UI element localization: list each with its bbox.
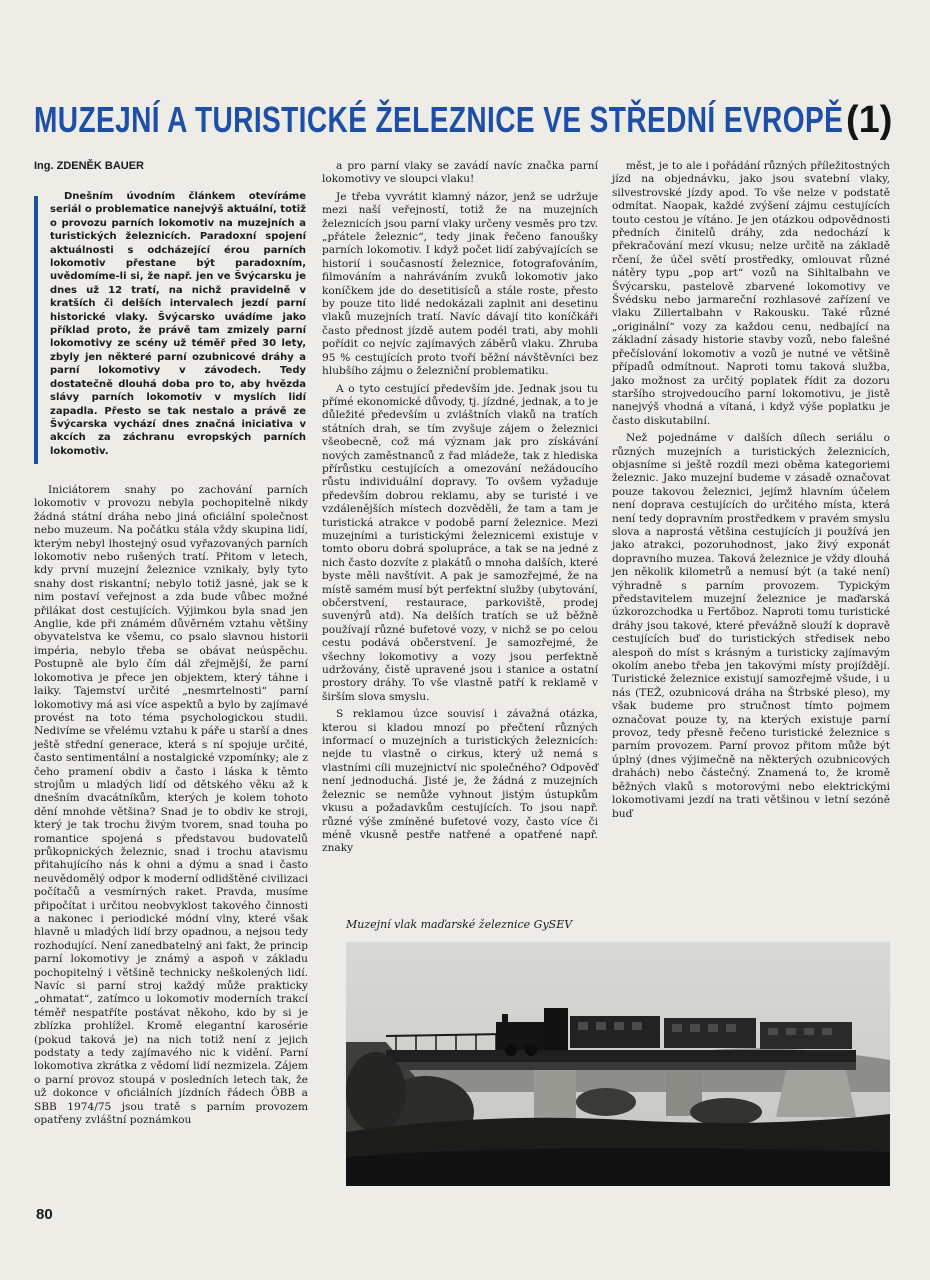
lead-accent-bar	[34, 196, 38, 464]
column-3	[612, 160, 890, 821]
paragraph: a pro parní vlaky se zavádí navíc značka parní lokomotivy ve sloupci vlaku!	[322, 160, 598, 186]
column-1	[34, 484, 308, 1128]
paragraph: měst, je to ale i pořádání různých příležitostných jízd na objednávku, jako jsou svatební vlaky, silvestrovské jízdy apod. To vše nelze v podstatě odmítat. Naopak, každé zvýšení zájmu cestujících touto cestou je vítáno. Je jen otázkou odpovědnosti předních činitelů dráhy, zda nedochází k překračování mezí vkusu; nelze určitě na základě rčení, že účel světí prostředky, omlouvat různé nátěry typu „pop art“ vozů na Sihltalbahn ve Švýcarsku, pastelově zbarvené lokomotivy ve Švédsku nebo jarmareční rozhlasové zařízení ve vlaku Zillertalbahn v Rakousku. Také různé „originální“ vozy za každou cenu, nedbající na základní zásady historie stavby vozů, nebo falešné přečíslování lokomotiv a vozů je nutné ve většině případů odmítnout. Naproti tomu taková služba, jako možnost za určitý poplatek řídit za dozoru staršího strojvedoucího parní lokomotivu, je jistě nanejvýš vhodná a vítaná, i když výše poplatku je často diskutabilní.	[612, 160, 890, 427]
paragraph: Iniciátorem snahy po zachování parních lokomotiv v provozu nebyla pochopitelně nikdy žádná státní dráha nebo jiná oficiální společnost nebo muzeum. Na počátku stála vždy skupina lidí, kterým nebyl lhostejný osud vyřazovaných parních lokomotiv nebo rušených tratí. Přitom v letech, kdy první muzejní železnice vznikaly, byly tyto snahy dost riskantní; nebylo totiž jasné, jak se k nim postaví veřejnost a zda bude vůbec možné přilákat dost cestujících. Výjimkou byla snad jen Anglie, kde při známém důvěrném vztahu většiny obyvatelstva ke všemu, co psalo slavnou historii impéria, nebylo třeba se obávat neúspěchu. Postupně ale bylo čím dál zřejmější, že parní lokomotiva je přece jen objektem, který táhne i laiky. Tajemství určité „nesmrtelnosti“ parní lokomotivy má asi více aspektů a bylo by zajímavé provést na toto téma psychologickou studii. Nedivíme se vřelému vztahu k páře u starší a dnes ještě střední generace, která s ní spojuje určité, často sentimentální a nostalgické vzpomínky; ale z čeho pramení obdiv a často i láska k těmto strojům u mladých lidí od dětského věku až k dnešním dvacátníkům, kterých je kolem tohoto dění mnohde většina? Snad je to obdiv ke stroji, který je tak trochu živým tvorem, snad touha po romantice spojená s představou budovatelů průkopnických železnic, snad i trochu atavismu přitahujícího nás k ohni a dýmu a snad i často neuvědomělý odpor k moderní odlidštěné civilizaci počítačů a vesmírných raket. Pravda, musíme připočítat i určitou neobvyklost takového činnosti a nakonec i periodické módní vlny, které však hlavně u mladých lidí brzy opadnou, a nejsou tedy rozhodující. Není zanedbatelný ani fakt, že princip parní lokomotivy je známý a aspoň v základu pochopitelný i většině technicky neškolených lidí. Navíc si parní stroj každý může prakticky „ohmatat“, zatímco u lokomotiv moderních trakcí téměř nespatříte postávat někoho, kdo by si je zblízka prohlížel. Kromě elegantní karosérie (pokud taková je) na nich totiž není z jejich podstaty a tedy zajímavého nic k vidění. Parní lokomotiva zkrátka z vědomí lidí nezmizela. Zájem o parní provoz stoupá v posledních letech tak, že už dokonce v oficiálních jízdních řádech ÖBB a SBB 1974/75 jsou tratě s parním provozem opatřeny zvláštní poznámkou	[34, 484, 308, 1127]
paragraph: Než pojednáme v dalších dílech seriálu o různých muzejních a turistických železnicích, objasníme si ještě rozdíl mezi oběma kategoriemi železnic. Jako muzejní budeme v zásadě označovat pouze takovou železnici, jejímž hlavním účelem není doprava cestujících do určitého místa, která není tedy dopravním prostředkem v pravém smyslu slova a naprostá většina cestujících ji používá jen jako atrakci, pozoruhodnost, jako živý exponát dopravního muzea. Taková železnice je vždy dlouhá jen několik kilometrů a nemusí být (a také není) výhradně s parním provozem. Typickým představitelem muzejní železnice je maďarská úzkorozchodka u Fertőboz. Naproti tomu turistické dráhy jsou takové, které převážně slouží k dopravě cestujících buď do turistických středisek nebo alespoň do míst s krásným a turisticky zajímavým okolím anebo třeba jen takovými místy projíždějí. Turistické železnice existují samozřejmě všude, i u nás (TEŽ, ozubnicová dráha na Štrbské pleso), my však budeme pro stručnost tímto pojmem označovat pouze ty, na kterých existuje parní provoz, tedy přesně řečeno turistické železnice s parním provozem. Parní provoz přitom může být úplný (dnes výjimečně na některých ozubnicových drahách) nebo částečný. Znamená to, že kromě běžných vlaků s motorovými nebo elektrickými lokomotivami jezdí na trati většinou v letní sezóně buď	[612, 432, 890, 820]
lead-paragraph: Dnešním úvodním článkem otevíráme seriál o problematice nanejvýš aktuální, totiž o provozu parních lokomotiv na muzejních a turistických železnicích. Paradoxní spojení aktuálnosti s odcházející érou parních lokomotiv přestane být paradoxním, uvědomíme-li si, že např. jen ve Švýcarsku je dnes už 12 tratí, na nichž pravidelně v kratších či delších intervalech jezdí parní historické vlaky. Švýcarsko uvádíme jako příklad proto, že právě tam zmizely parní lokomotivy ze scény už téměř před 30 lety, zbyly jen některé parní ozubnicové dráhy a parní lokomotivy v závodech. Tedy dostatečně dlouhá doba pro to, aby hvězda slávy parních lokomotiv v myslích lidí zapadla. Přesto se tak nestalo a právě ze Švýcarska vychází dnes značná iniciativa v akcích za záchranu evropských parních lokomotiv.	[50, 191, 306, 457]
article-part-number: (1)	[846, 99, 893, 141]
article-lead	[50, 190, 306, 458]
page-number: 80	[36, 1206, 53, 1223]
paragraph: A o tyto cestující především jde. Jednak jsou tu přímé ekonomické důvody, tj. jízdné, jednak, a to je důležité především u zvláštních vlaků na tratích státních drah, se tím zvyšuje zájem o železnici všeobecně, což má význam jak pro získávání nových zaměstnanců z řad mládeže, tak z hlediska přírůstku cestujících a omezování nežádoucího růstu individuální dopravy. To ovšem vyžaduje především dobrou reklamu, aby se turisté i ve vzdálenějších místech dozvěděli, že tam a tam je turistická atrakce v podobě parní železnice. Mezi muzejními a turistickými železnicemi existuje v tomto oboru dobrá spolupráce, a tak se na jedné z nich často dozvíte z plakátů o mnoha dalších, které byste měli navštívit. A pak je samozřejmé, že na místě samém musí být perfektní služby (ubytování, občerstvení, restaurace, parkoviště, prodej suvenýrů atd). Na delších tratích se už běžně používají různé bufetové vozy, v nichž se po celou cestu podává občerstvení. Je samozřejmé, že všechny lokomotivy a vozy jsou perfektně udržovány, čistě upravené jsou i stanice a ostatní prostory dráhy. To vše vlastně patří k reklamě v širším slova smyslu.	[322, 382, 598, 703]
article-title: MUZEJNÍ A TURISTICKÉ ŽELEZNICE VE STŘEDNÍ EVROPĚ	[34, 99, 844, 140]
paragraph: Je třeba vyvrátit klamný názor, jenž se udržuje mezi naší veřejností, totiž že na muzejních železnicích jsou parní vlaky určeny vesměs pro tzv. „přátele železnic“, tedy jinak řečeno fanoušky parních lokomotiv. I když počet lidí zabývajících se historií i současností železnice, fotografováním, filmováním a nahráváním zvuků lokomotiv jako koníčkem jde do desetitisíců a stále roste, přesto by pouze tito lidé nedokázali zaplnit ani desetinu vlaků muzejních tratí. Navíc dávají tito koníčkáři často přednost jízdě autem podél trati, aby mohli pořídit co nejvíc zajímavých záběrů vlaku. Zhruba 95 % cestujících proto tvoří běžní návštěvníci bez hlubšího zájmu o železniční problematiku.	[322, 190, 598, 378]
column-2	[322, 160, 598, 856]
paragraph: S reklamou úzce souvisí i závažná otázka, kterou si kladou mnozí po přečtení různých informací o muzejních a turistických železnicích: nejde tu vlastně o cirkus, který už nemá s vlastními cíli muzejnictví nic společného? Odpověď není jednoduchá. Jisté je, že žádná z muzejních železnic se nemůže vyhnout jistým ústupkům vkusu a požadavkům cestujících. To jsou např. různé výše zmíněné bufetové vozy, často více či méně vkusně pestře natřené a opatřené např. znaky	[322, 708, 598, 855]
photo-illustration	[346, 942, 890, 1186]
article-author: Ing. ZDENĚK BAUER	[34, 160, 144, 172]
photo-caption: Muzejní vlak maďarské železnice GySEV	[346, 918, 573, 931]
train-on-bridge-photo	[346, 942, 890, 1186]
